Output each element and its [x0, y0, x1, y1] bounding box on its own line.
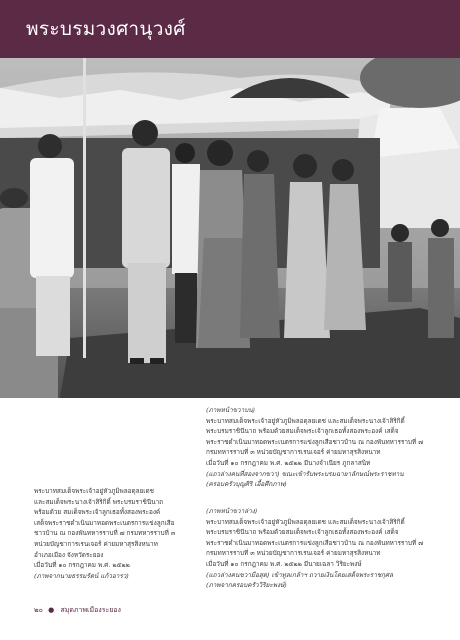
caption-top-right — [206, 405, 436, 490]
caption-line: อำเภอเมือง จังหวัดระยอง — [34, 550, 104, 559]
caption-line: พระบาทสมเด็จพระเจ้าอยู่หัวภูมิพลอดุลยเดช และสมเด็จพระนางเจ้าสิริกิติ์ — [206, 517, 405, 526]
page-number: ๒๐ — [34, 606, 43, 614]
caption-line: เมื่อวันที่ ๑๐ กรกฎาคม พ.ศ. ๒๕๒๒ — [34, 561, 130, 570]
caption-line: กรมทหารราบที่ ๓ หน่วยบัญชาการเรนเจอร์ ค่ายมหาสุรสิงหนาท — [206, 448, 381, 457]
caption-line: พร้อมด้วย สมเด็จพระเจ้าลูกเธอทั้งสองพระองค์ — [34, 508, 161, 517]
royal-visit-photo — [0, 58, 460, 398]
caption-line: เมื่อวันที่ ๑๐ กรกฎาคม พ.ศ. ๒๕๒๒ มีนายเฉลา วิริยะพงษ์ — [206, 559, 362, 568]
caption-line: กรมทหารราบที่ ๓ หน่วยบัญชาการเรนเจอร์ ค่ายมหาสุรสิงหนาท — [206, 549, 381, 558]
caption-credit: (ครอบครัวบุญศิริ เอื้อศึกภาพ) — [206, 480, 287, 489]
caption-line: ชาวบ้าน ณ กองพันทหารราบที่ ๗ กรมทหารราบที่ ๓ — [34, 529, 176, 538]
page-footer — [34, 605, 121, 616]
caption-line: พระบาทสมเด็จพระเจ้าอยู่หัวภูมิพลอดุลยเดช และสมเด็จพระนางเจ้าสิริกิติ์ — [206, 416, 405, 425]
book-title: สมุดภาพเมืองระยอง — [60, 606, 121, 614]
photo-illustration — [0, 58, 460, 398]
caption-line: หน่วยบัญชาการเรนเจอร์ ค่ายมหาสุรสิงหนาท — [34, 539, 158, 548]
caption-line: และสมเด็จพระนางเจ้าสิริกิติ์ พระบรมราชินีนาถ — [34, 497, 164, 506]
caption-credit: (ภาพจากนายธรรมรัตน์ แก้วอารว) — [34, 571, 129, 580]
caption-heading: (ภาพหน้าขวาล่าง) — [206, 507, 258, 515]
page-title: พระบรมวงศานุวงศ์ — [26, 18, 186, 40]
caption-line: (แถวล่างคนที่สองจากขวา) ขณะเข้ารับพระบรมฉายาลักษณ์พระราชทาน — [206, 469, 404, 478]
caption-line: เมื่อวันที่ ๑๐ กรกฎาคม พ.ศ. ๒๕๒๒ มีนางจำเนียร ภูกลาสนิท — [206, 458, 371, 467]
page-header — [0, 0, 460, 58]
caption-bottom-right — [206, 506, 436, 591]
caption-line: พระราชดำเนินมาทอดพระเนตรการแข่งลูกเสือชาวบ้าน ณ กองพันทหารราบที่ ๗ — [206, 437, 424, 446]
bullet-icon: ● — [48, 606, 55, 614]
caption-line: พระบรมราชินีนาถ พร้อมด้วยสมเด็จพระเจ้าลูกเธอทั้งสองพระองค์ เสด็จ — [206, 427, 399, 436]
caption-heading: (ภาพหน้าขวาบน) — [206, 406, 256, 414]
caption-left — [34, 486, 186, 581]
caption-line: เสด็จพระราชดำเนินมาทอดพระเนตรการแข่งลูกเสือ — [34, 518, 175, 527]
caption-line: พระบรมราชินีนาถ พร้อมด้วยสมเด็จพระเจ้าลูกเธอทั้งสองพระองค์ เสด็จ — [206, 528, 399, 537]
caption-line: พระบาทสมเด็จพระเจ้าอยู่หัวภูมิพลอดุลยเดช — [34, 487, 154, 495]
caption-line: (แถวล่างคนขวามือสุด) เข้าทูลเกล้าฯ ถวายเงินโดยเสด็จพระราชกุศล — [206, 570, 394, 579]
caption-credit: (ภาพจากครอบครัววิริยะพงษ์) — [206, 581, 287, 590]
caption-line: พระราชดำเนินมาทอดพระเนตรการแข่งลูกเสือชาวบ้าน ณ กองพันทหารราบที่ ๗ — [206, 538, 424, 547]
